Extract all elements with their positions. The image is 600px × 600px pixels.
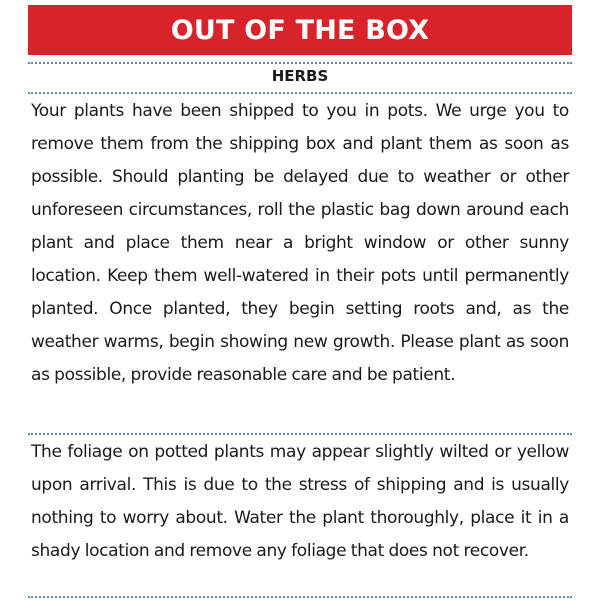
paragraph-shipping-instructions: Your plants have been shipped to you in pots. We urge you to remove them from the shipping box and plant them as soon as possible. Should planting be delayed due to weather or other unforeseen circumstances, roll the plastic bag down around each plant and place them near a bright window or other sunny location. Keep them well-watered in their pots until permanently planted. Once planted, they begin setting roots and, as the weather warms, begin showing new growth. Please plant as soon as possible, provide reasonable care and be patient. [31,101,569,385]
title-banner [28,5,572,55]
divider-top [28,62,572,64]
divider-bottom [28,596,572,598]
page-title: OUT OF THE BOX [170,14,430,46]
divider-between-paragraphs [28,433,572,435]
divider-under-heading [28,92,572,94]
paragraph-foliage-note: The foliage on potted plants may appear slightly wilted or yellow upon arrival. This is due to the stress of shipping and is usually nothing to worry about. Water the plant thoroughly, place it in a shady location and remove any foliage that does not recover. [31,442,569,561]
section-heading: HERBS [271,67,329,85]
